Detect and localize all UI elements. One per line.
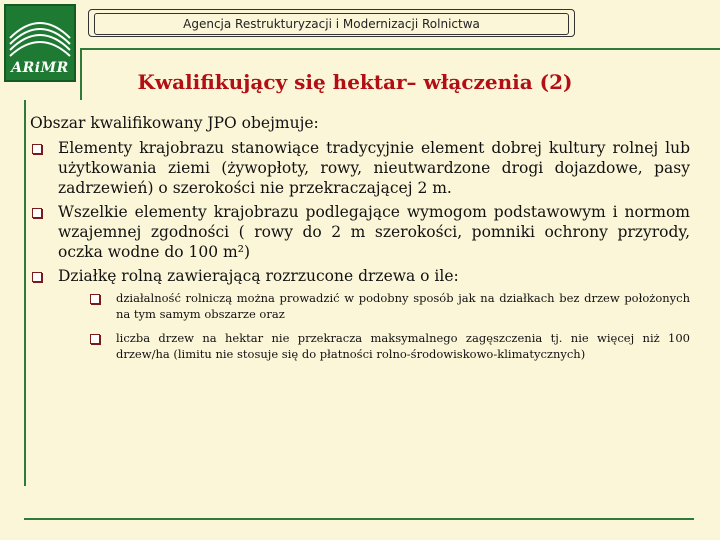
- slide-content: [30, 114, 690, 370]
- sub-bullet-list: [58, 290, 690, 362]
- agency-name: Agencja Restrukturyzacji i Modernizacji Rolnictwa: [94, 13, 569, 35]
- field-icon: [6, 10, 74, 60]
- list-item-text: Elementy krajobrazu stanowiące tradycyjnie element dobrej kultury rolnej lub użytkowania ziemi (żywopłoty, rowy, nieutwardzone drogi dojazdowe, pasy zadrzewień) o szerokości nie przekraczającej 2 m.: [58, 139, 690, 197]
- sub-list-item-text: liczba drzew na hektar nie przekracza maksymalnego zagęszczenia tj. nie więcej niż 100 drzew/ha (limitu nie stosuje się do płatności rolno-środowiskowo-klimatycznych): [116, 331, 690, 361]
- slide-title: Kwalifikujący się hektar– włączenia (2): [137, 70, 573, 94]
- list-item-text: Wszelkie elementy krajobrazu podlegające wymogom podstawowym i normom wzajemnej zgodności ( rowy do 2 m szerokości, pomniki ochrony przyrody, oczka wodne do 100 m²): [58, 203, 690, 261]
- logo-text: ARiMR: [11, 60, 69, 76]
- square-bullet-icon: [90, 334, 100, 344]
- lead-text: Obszar kwalifikowany JPO obejmuje:: [30, 114, 319, 132]
- square-bullet-icon: [90, 294, 100, 304]
- square-bullet-icon: [32, 208, 42, 218]
- bullet-list: [30, 138, 690, 362]
- sub-list-item: [88, 330, 690, 362]
- sub-list-item-text: działalność rolniczą można prowadzić w podobny sposób jak na działkach bez drzew położonych na tym samym obszarze oraz: [116, 291, 690, 321]
- square-bullet-icon: [32, 144, 42, 154]
- sub-list-item: [88, 290, 690, 322]
- divider-left-short: [80, 48, 82, 100]
- square-bullet-icon: [32, 272, 42, 282]
- divider-bottom: [24, 518, 694, 520]
- list-item: [30, 202, 690, 262]
- list-item: [30, 266, 690, 362]
- list-item: [30, 138, 690, 198]
- divider-left: [24, 100, 26, 486]
- list-item-text: Działkę rolną zawierającą rozrzucone drzewa o ile:: [58, 267, 459, 285]
- divider-top: [80, 48, 720, 50]
- arimr-logo: [4, 4, 76, 82]
